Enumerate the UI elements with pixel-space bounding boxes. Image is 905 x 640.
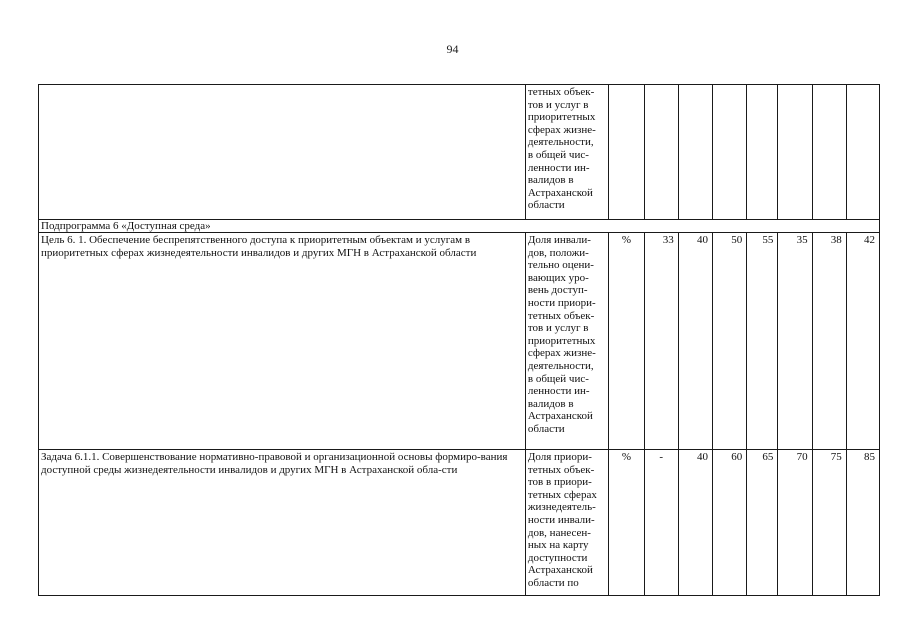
indicator-line: Астраханской: [527, 564, 593, 577]
goal-name: Цель 6. 1. Обеспечение беспрепятственного доступа к приоритетным объектам и услугам в приоритетных сферах жизнедеятельности инвалидов и других МГН в Астраханской области: [39, 233, 526, 450]
indicator-line: валидов в: [527, 397, 574, 410]
continuation-unit-cell: [609, 85, 644, 220]
indicator-line: вень доступ-: [527, 284, 588, 297]
continuation-goal-cell: [39, 85, 526, 220]
task-value: 70: [778, 450, 812, 596]
indicator-line: сферах жизне-: [527, 347, 596, 360]
indicator-line: ленности ин-: [527, 385, 590, 398]
indicator-line: области: [527, 199, 565, 212]
continuation-value-cell: [747, 85, 778, 220]
goal-unit: %: [609, 233, 644, 450]
goal-value: 55: [747, 233, 778, 450]
goal-value: 33: [644, 233, 678, 450]
task-value: 85: [846, 450, 879, 596]
indicator-line: Астраханской: [527, 410, 593, 423]
continuation-value-cell: [778, 85, 812, 220]
goal-indicator-text: [528, 234, 606, 436]
goal-indicator-cell: [525, 233, 608, 450]
continuation-indicator-text: [528, 86, 606, 212]
indicator-line: ности приори-: [527, 296, 596, 309]
indicator-line: деятельности,: [527, 359, 594, 372]
indicator-line: тельно оцени-: [527, 259, 594, 272]
task-value: -: [644, 450, 678, 596]
task-row: [39, 450, 880, 596]
indicator-line: тов в приори-: [527, 476, 592, 489]
goal-value: 35: [778, 233, 812, 450]
goal-value: 40: [678, 233, 712, 450]
indicator-line: Доля приори-: [527, 451, 592, 463]
indicator-line: области: [527, 422, 565, 435]
indicator-line: сферах жизне-: [527, 123, 596, 136]
continuation-value-cell: [644, 85, 678, 220]
indicator-line: в общей чис-: [527, 148, 589, 161]
indicator-line: ных на карту: [527, 539, 589, 552]
indicator-line: тов и услуг в: [527, 98, 589, 111]
indicator-table: [38, 84, 880, 596]
task-indicator-cell: [525, 450, 608, 596]
indicator-line: жизнедеятель-: [527, 501, 596, 514]
indicator-line: валидов в: [527, 174, 574, 187]
goal-row: [39, 233, 880, 450]
goal-value: 42: [846, 233, 879, 450]
task-value: 65: [747, 450, 778, 596]
indicator-line: деятельности,: [527, 136, 594, 149]
indicator-line: тетных объек-: [527, 86, 595, 98]
indicator-line: в общей чис-: [527, 372, 589, 385]
task-value: 40: [678, 450, 712, 596]
indicator-line: вающих уро-: [527, 271, 589, 284]
task-value: 75: [812, 450, 846, 596]
task-indicator-text: [528, 451, 606, 590]
indicator-line: дов, нанесен-: [527, 526, 591, 539]
indicator-line: ности инвали-: [527, 513, 595, 526]
indicator-line: доступности: [527, 551, 588, 564]
task-unit: %: [609, 450, 644, 596]
indicator-line: тов и услуг в: [527, 322, 589, 335]
subprogram-row: [39, 220, 880, 233]
indicator-line: тетных объек-: [527, 463, 595, 476]
indicator-line: дов, положи-: [527, 246, 589, 259]
goal-value: 38: [812, 233, 846, 450]
indicator-line: приоритетных: [527, 334, 596, 347]
continuation-value-cell: [846, 85, 879, 220]
continuation-value-cell: [678, 85, 712, 220]
continuation-value-cell: [712, 85, 746, 220]
indicator-line: тетных объек-: [527, 309, 595, 322]
indicator-line: тетных сферах: [527, 488, 597, 501]
indicator-line: области по: [527, 576, 579, 589]
continuation-indicator-cell: [525, 85, 608, 220]
goal-value: 50: [712, 233, 746, 450]
task-name: Задача 6.1.1. Совершенствование нормативно-правовой и организационной основы формиро-вания доступной среды жизнедеятельности инвалидов и других МГН в Астраханской обла-сти: [39, 450, 526, 596]
subprogram-title: Подпрограмма 6 «Доступная среда»: [39, 220, 880, 233]
indicator-line: Доля инвали-: [527, 234, 591, 246]
continuation-value-cell: [812, 85, 846, 220]
continuation-row: [39, 85, 880, 220]
task-value: 60: [712, 450, 746, 596]
indicator-line: Астраханской: [527, 186, 593, 199]
page-number: 94: [446, 42, 459, 56]
indicator-line: ленности ин-: [527, 161, 590, 174]
indicator-line: приоритетных: [527, 111, 596, 124]
